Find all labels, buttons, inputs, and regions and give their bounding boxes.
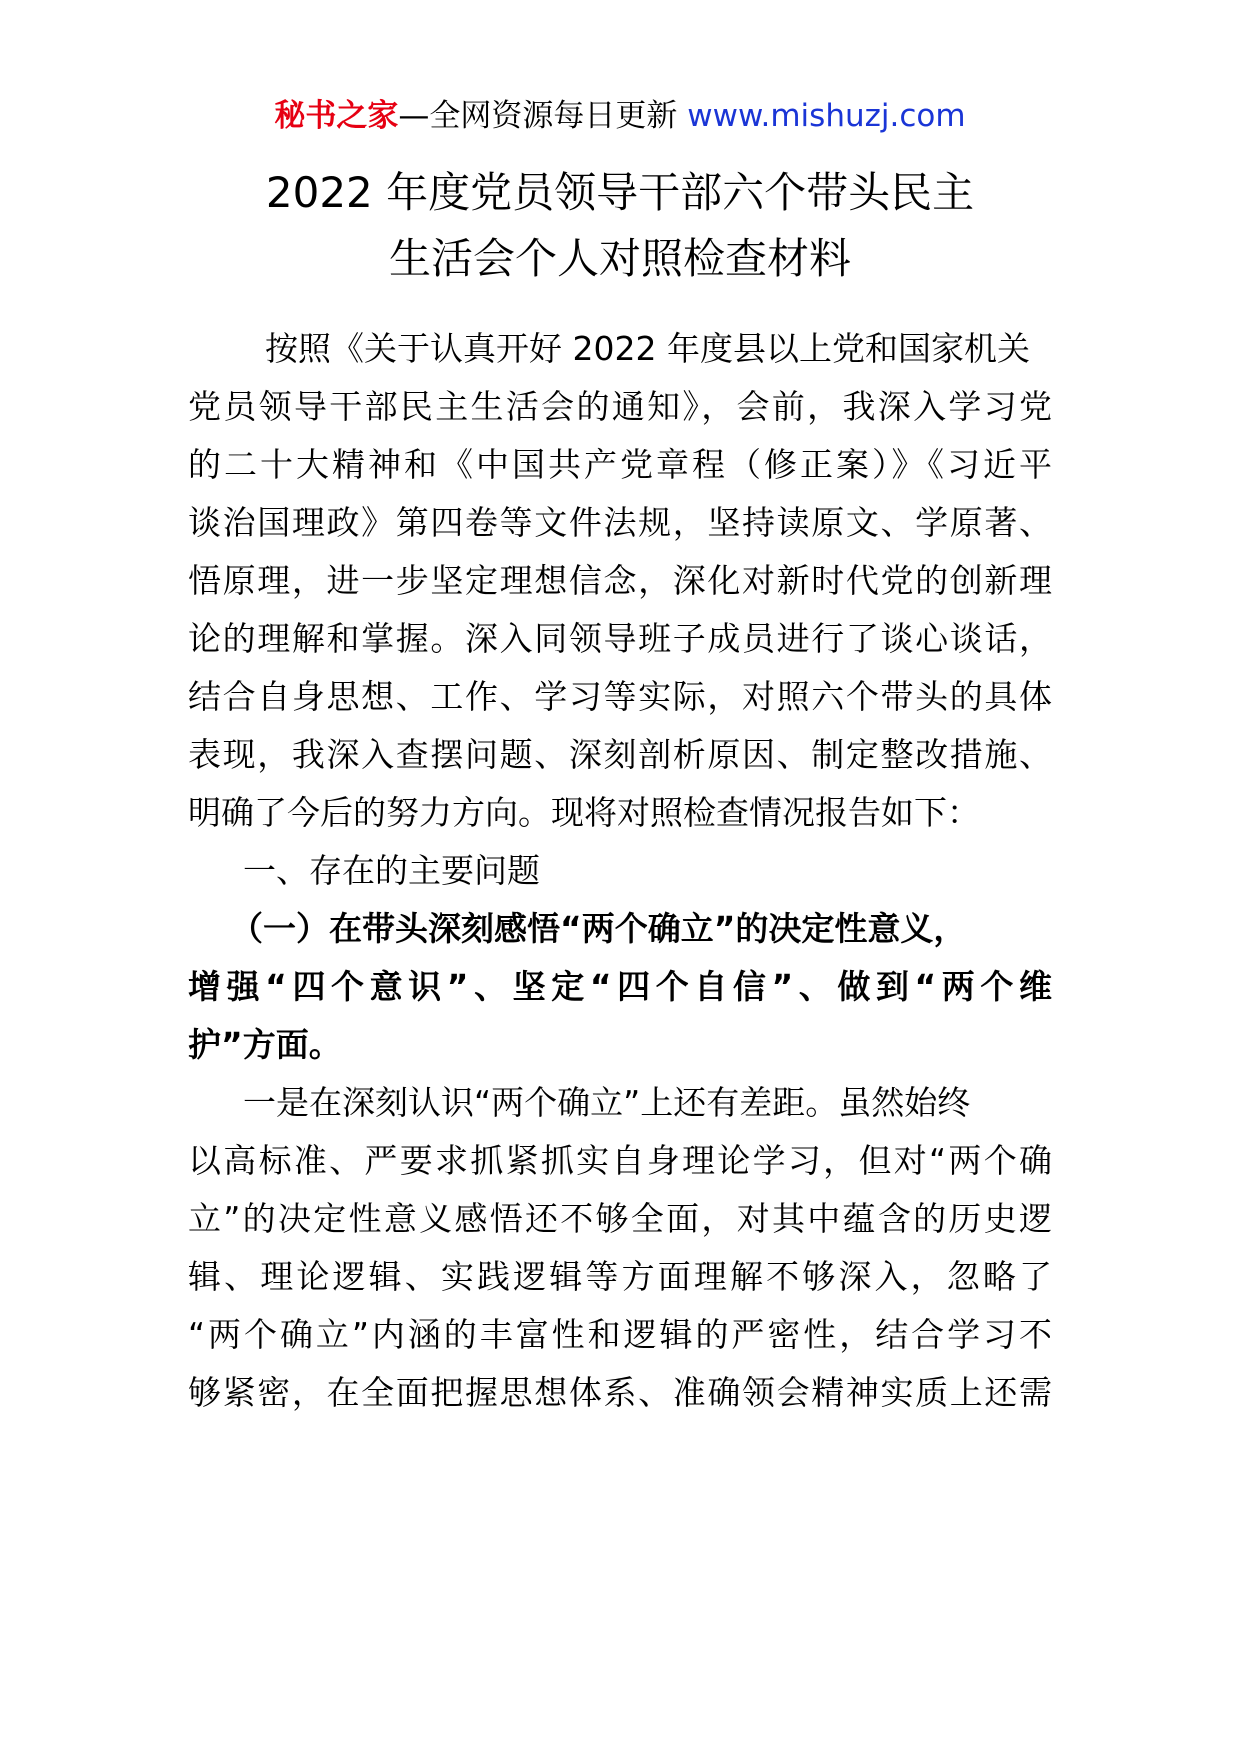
paragraph-point-line: 一是在深刻认识“两个确立”上还有差距。虽然始终 (210, 1083, 971, 1122)
paragraph-intro-line: 论的理解和掌握。深入同领导班子成员进行了谈心谈话， (188, 619, 1052, 658)
paragraph-point-line: “两个确立”内涵的丰富性和逻辑的严密性，结合学习不 (188, 1315, 1052, 1354)
header-slogan: —全网资源每日更新 (398, 98, 688, 134)
site-header (0, 96, 1240, 136)
paragraph-point-line: 以高标准、严要求抓紧抓实自身理论学习，但对“两个确 (188, 1141, 1052, 1180)
paragraph-point-line: 立”的决定性意义感悟还不够全面，对其中蕴含的历史逻 (188, 1199, 1052, 1238)
paragraph-intro-line: 悟原理，进一步坚定理想信念，深化对新时代党的创新理 (188, 561, 1052, 600)
document-title-line-2: 生活会个人对照检查材料 (388, 234, 851, 283)
paragraph-intro-line: 表现，我深入查摆问题、深刻剖析原因、制定整改措施、 (188, 735, 1052, 774)
document-title-line-1: 2022 年度党员领导干部六个带头民主 (265, 168, 975, 217)
paragraph-point-line: 辑、理论逻辑、实践逻辑等方面理解不够深入，忽略了 (188, 1257, 1052, 1296)
paragraph-intro-line: 的二十大精神和《中国共产党章程（修正案）》《习近平 (188, 445, 1052, 484)
brand-name: 秘书之家 (274, 98, 399, 134)
paragraph-intro-line: 按照《关于认真开好 2022 年度县以上党和国家机关 (232, 329, 1030, 368)
paragraph-intro-line: 明确了今后的努力方向。现将对照检查情况报告如下： (188, 793, 980, 832)
section-heading: 一、存在的主要问题 (210, 851, 540, 890)
subsection-heading-line: （一）在带头深刻感悟“两个确立”的决定性意义， (230, 909, 967, 948)
site-url[interactable]: www.mishuzj.com (687, 98, 966, 134)
subsection-heading-line: 增强“四个意识”、坚定“四个自信”、做到“两个维 (188, 967, 1052, 1006)
paragraph-intro-line: 结合自身思想、工作、学习等实际，对照六个带头的具体 (188, 677, 1052, 716)
subsection-heading-line: 护”方面。 (188, 1025, 342, 1064)
paragraph-intro-line: 谈治国理政》第四卷等文件法规，坚持读原文、学原著、 (188, 503, 1052, 542)
paragraph-intro-line: 党员领导干部民主生活会的通知》，会前，我深入学习党 (188, 387, 1052, 426)
paragraph-point-line: 够紧密，在全面把握思想体系、准确领会精神实质上还需 (188, 1373, 1052, 1412)
